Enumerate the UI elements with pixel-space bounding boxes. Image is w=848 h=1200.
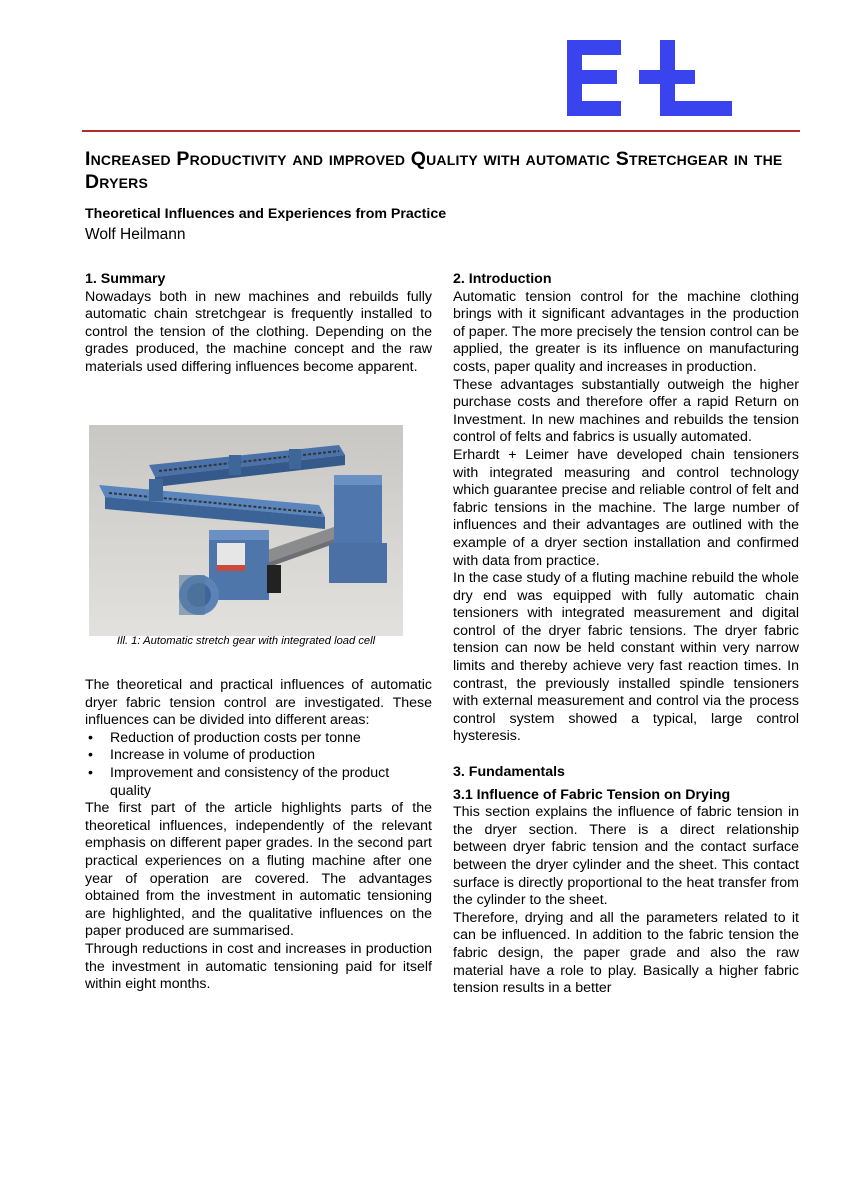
figure-caption: Ill. 1: Automatic stretch gear with integrated load cell xyxy=(116,635,376,647)
body-paragraph: The first part of the article highlights parts of the theoretical influences, independently of the relevant emphasis on different paper grades. In the second part practical experiences on a fluting machine after one year of operation are covered. The advantages obtained from the investment in automatic tensioning are highlighted, and the qualitative influences on the paper produced are summarised. xyxy=(85,800,432,940)
body-paragraph: The theoretical and practical influences of automatic dryer fabric tension control are investigated. These influences can be divided into different areas: xyxy=(85,677,432,729)
list-item: • Increase in volume of production xyxy=(88,747,316,764)
header-rule xyxy=(82,130,800,132)
body-paragraph: This section explains the influence of fabric tension in the dryer section. There is a direct relationship between dryer fabric tension and the contact surface between the dryer cylinder and the sheet. This contact surface is directly proportional to the heat transfer from the cylinder to the sheet. xyxy=(453,804,799,909)
article-author: Wolf Heilmann xyxy=(85,226,186,243)
article-subtitle: Theoretical Influences and Experiences from Practice xyxy=(85,206,447,222)
section-heading: 1. Summary xyxy=(85,271,166,287)
body-paragraph: Automatic tension control for the machine clothing brings with it significant advantages in the production of paper. The more precisely the tension control can be applied, the greater is its influence on manufacturing costs, paper quality and increases in production. xyxy=(453,288,799,375)
stretch-gear-photo xyxy=(89,425,403,636)
section-heading: 3. Fundamentals xyxy=(453,764,565,781)
list-item: • Reduction of production costs per tonne xyxy=(88,729,361,746)
body-paragraph: In the case study of a fluting machine rebuild the whole dry end was equipped with fully automatic chain tensioners with integrated measurement and digital control of the dryer fabric tensions. The dryer fabric tension can now be held constant within very narrow limits and thereby achieve very fast reaction times. In contrast, the previously installed spindle tensioners with external measurement and control via the process control system showed a typical, large control hysteresis. xyxy=(453,570,799,745)
body-paragraph: Erhardt + Leimer have developed chain tensioners with integrated measuring and control technology which guarantee precise and reliable control of felt and fabric tensions in the machine. The large number of influences and their advantages are outlined with the example of a dryer section installation and confirmed with data from practice. xyxy=(453,446,799,569)
bullet-icon: • xyxy=(88,747,93,764)
body-paragraph: Nowadays both in new machines and rebuilds fully automatic chain stretchgear is frequently installed to control the tension of the clothing. Depending on the grades produced, the machine concept and the raw materials used differing influences become apparent. xyxy=(85,288,432,375)
bullet-icon: • xyxy=(88,764,93,781)
bullet-icon: • xyxy=(88,729,93,746)
summary-section xyxy=(85,271,432,377)
list-item: • Improvement and consistency of the product quality xyxy=(88,764,390,799)
body-paragraph: These advantages substantially outweigh the higher purchase costs and therefore offer a rapid Return on Investment. In new machines and rebuilds the tension control of felts and fabrics is usually automated. xyxy=(453,376,799,446)
company-logo xyxy=(567,40,732,116)
section-heading: 2. Introduction xyxy=(453,271,552,287)
summary-continued xyxy=(85,677,432,994)
article-title: Increased Productivity and improved Quality with automatic Stretchgear in the Dryers xyxy=(85,148,783,193)
influence-list xyxy=(85,730,432,800)
body-paragraph: Therefore, drying and all the parameters related to it can be influenced. In addition to the fabric tension the fabric design, the paper grade and also the raw material have a role to play. Basically a higher fabric tension results in a better xyxy=(453,909,799,997)
introduction-section xyxy=(453,271,799,998)
body-paragraph: Through reductions in cost and increases in production the investment in automatic tensioning paid for itself within eight months. xyxy=(85,940,432,993)
subsection-heading: 3.1 Influence of Fabric Tension on Drying xyxy=(453,786,731,803)
